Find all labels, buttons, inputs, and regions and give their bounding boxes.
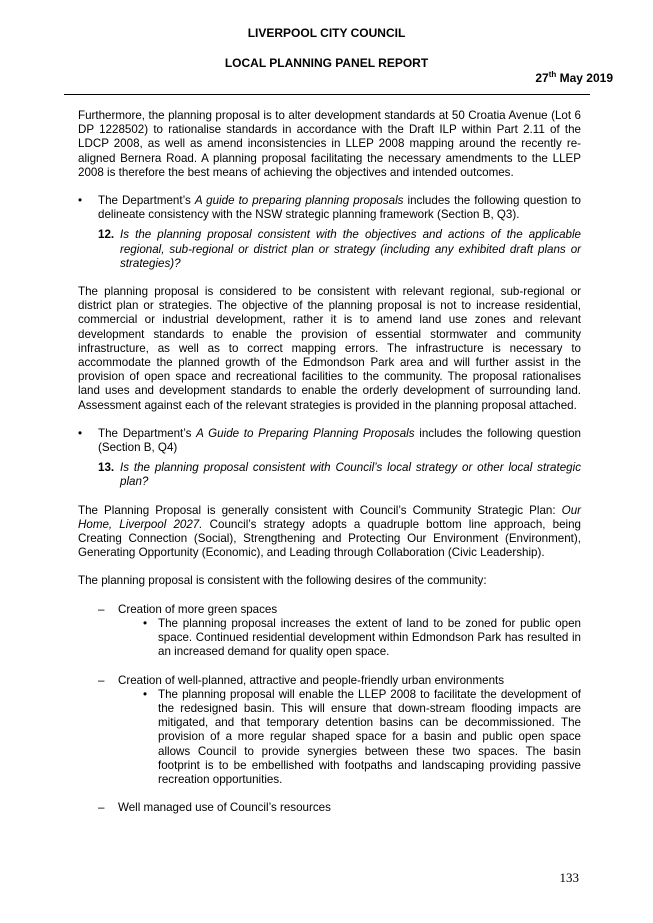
question-13: 13. Is the planning proposal consistent with Council’s local strategy or other local strategic plan? bbox=[98, 461, 581, 489]
document-body bbox=[78, 109, 581, 815]
report-date: 27th May 2019 bbox=[535, 70, 613, 85]
dash-icon: – bbox=[98, 801, 105, 815]
council-name: LIVERPOOL CITY COUNCIL bbox=[247, 26, 406, 40]
desire-item: – Creation of more green spaces bbox=[98, 602, 278, 616]
bullet-icon: • bbox=[78, 194, 83, 208]
report-title: LOCAL PLANNING PANEL REPORT bbox=[224, 56, 429, 70]
question-12: 12. Is the planning proposal consistent with the objectives and actions of the applicable regional, sub-regional or district plan or strategy (including any exhibited draft plans or strategies)? bbox=[98, 228, 581, 270]
desire-detail: • The planning proposal increases the extent of land to be zoned for public open space. Continued residential development within Edmondson Park has resulted in an increased demand for quality open space. bbox=[143, 616, 581, 659]
desire-item: – Creation of well-planned, attractive and people-friendly urban environments bbox=[98, 673, 505, 687]
paragraph-intro: Furthermore, the planning proposal is to alter development standards at 50 Croatia Avenue (Lot 6 DP 1228502) to rationalise standards in accordance with the Draft ILP within Part 2.11 of the LDCP 2008, as well as amend inconsistencies in LLEP 2008 mapping around the recently re-aligned Bernera Road. A planning proposal facilitating the necessary amendments to the LLEP 2008 is therefore the best means of achieving the objectives and intended outcomes. bbox=[78, 109, 581, 179]
desire-detail: • The planning proposal will enable the LLEP 2008 to facilitate the development of the redesigned basin. This will ensure that down-stream flooding impacts are mitigated, and that temporary detention basins can be decommissioned. The provision of a more regular shaped space for a basin and public open space allows Council to provide synergies between these two spaces. The basin footprint is to be embellished with footpaths and landscaping providing passive recreation opportunities. bbox=[143, 687, 581, 786]
bullet-q4: • The Department’s A Guide to Preparing Planning Proposals includes the following question (Section B, Q4) bbox=[78, 426, 582, 455]
header-divider bbox=[64, 94, 590, 95]
page-number: 133 bbox=[559, 870, 579, 885]
paragraph-desires-intro: The planning proposal is consistent with the following desires of the community: bbox=[78, 574, 487, 588]
paragraph-strategic-plan: The Planning Proposal is generally consistent with Council’s Community Strategic Plan: Our Home, Liverpool 2027. Council’s strategy adopts a quadruple bottom line approach, being Creating Connection (Social), Strengthening and Protecting Our Environment (Environment), Generating Opportunity (Economic), and Leading through Collaboration (Civic Leadership). bbox=[78, 503, 582, 560]
paragraph-consistency: The planning proposal is considered to be consistent with relevant regional, sub-regional or district plan or strategies. The objective of the planning proposal is not to increase residential, commercial or industrial development, rather it is to amend land use zones and relevant development standards to enable the provision of essential stormwater and community infrastructure, as well as to correct mapping errors. The infrastructure is necessary to accommodate the planned growth of the Edmondson Park area and will further assist in the provision of open space and recreational facilities to the community. The proposal rationalises land uses and development standards to enable the orderly development of surrounding land. Assessment against each of the relevant strategies is provided in the planning proposal attached. bbox=[78, 285, 581, 412]
bullet-icon: • bbox=[78, 426, 83, 440]
dash-icon: – bbox=[98, 602, 105, 616]
dash-icon: – bbox=[98, 673, 105, 687]
bullet-icon: • bbox=[143, 687, 148, 701]
desire-item: – Well managed use of Council’s resources bbox=[98, 801, 331, 815]
bullet-icon: • bbox=[143, 616, 148, 630]
bullet-q3: • The Department’s A guide to preparing planning proposals includes the following question to delineate consistency with the NSW strategic planning framework (Section B, Q3). bbox=[78, 194, 581, 222]
